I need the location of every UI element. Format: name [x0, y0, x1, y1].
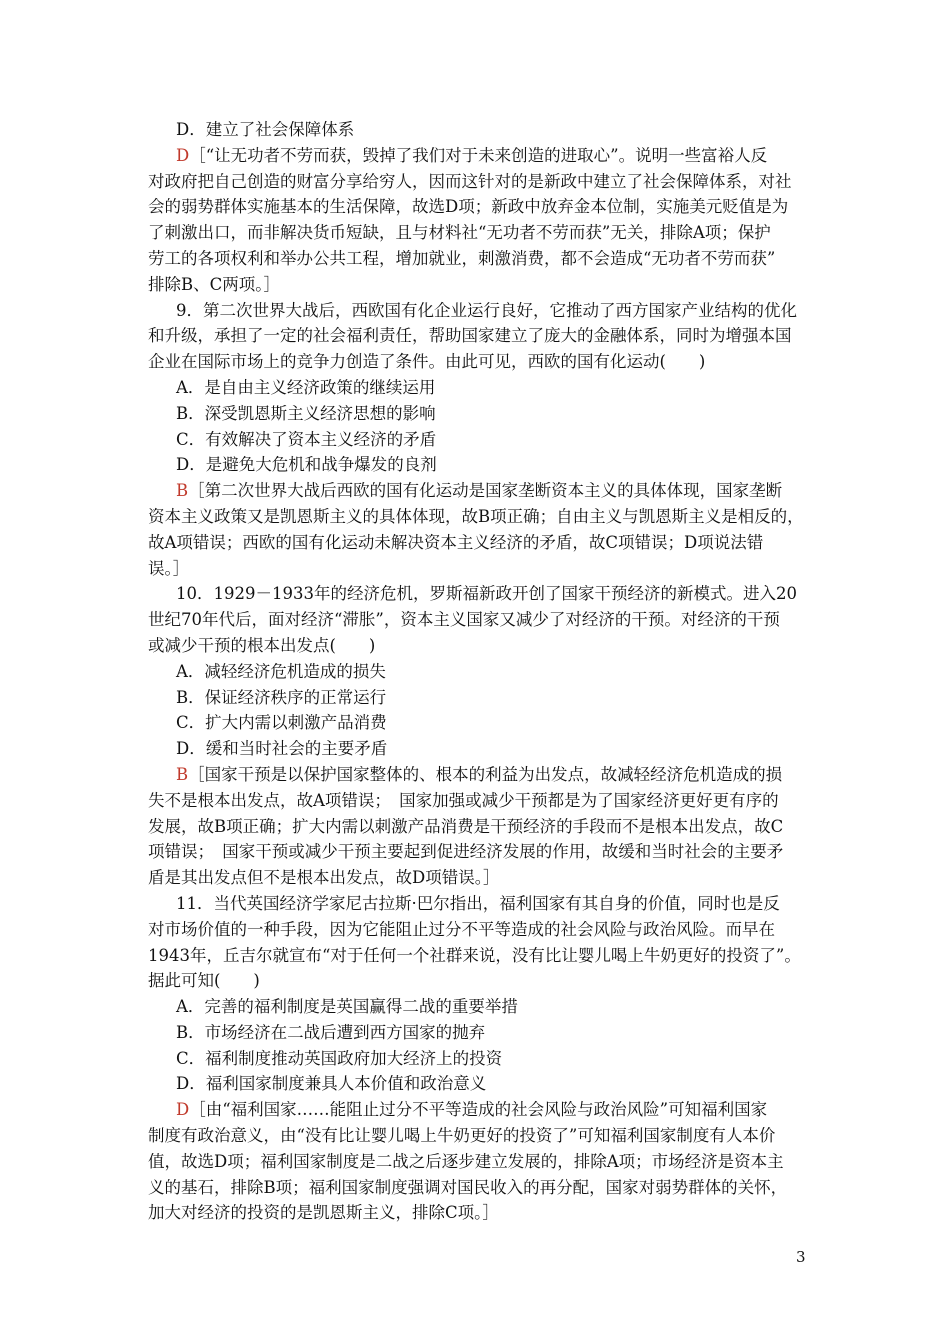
q10-explanation-line: 项错误； 国家干预或减少干预主要起到促进经济发展的作用，故缓和当时社会的主要矛 [148, 842, 784, 862]
q9-explanation-line: 资本主义政策又是凯恩斯主义的具体体现，故B项正确；自由主义与凯恩斯主义是相反的， [148, 506, 804, 526]
q9-option-d: D．是避免大危机和战争爆发的良剂 [176, 455, 437, 475]
q11-stem-line: 对市场价值的一种手段，因为它能阻止过分不平等造成的社会风险与政治风险。而早在 [148, 919, 775, 939]
q11-explanation-line: 制度有政治意义，由“没有比让婴儿喝上牛奶更好的投资了”可知福利国家制度有人本价 [148, 1126, 776, 1146]
q8-explanation-line [148, 143, 820, 169]
q10-explanation-line: 盾是其出发点但不是根本出发点，故D项错误。］ [148, 868, 500, 888]
q10-option-a: A．减轻经济危机造成的损失 [176, 661, 386, 681]
q11-explanation-line: 义的基石，排除B项；福利国家制度强调对国民收入的再分配，国家对弱势群体的关怀， [148, 1177, 788, 1197]
q10-stem-line: 世纪70年代后，面对经济“滞胀”，资本主义国家又减少了对经济的干预。对经济的干预 [148, 610, 780, 630]
q9-option-a: A．是自由主义经济政策的继续运用 [176, 377, 436, 397]
q9-explanation-line [148, 478, 820, 504]
q11-explanation-line: 值，故选D项；福利国家制度是二战之后逐步建立发展的，排除A项；市场经济是资本主 [148, 1151, 784, 1171]
q8-explanation-line: 会的弱势群体实施基本的生活保障，故选D项；新政中放弃金本位制，实施美元贬值是为 [148, 197, 789, 217]
q10-option-c: C．扩大内需以刺激产品消费 [176, 713, 387, 733]
q9-option-b: B．深受凯恩斯主义经济思想的影响 [176, 403, 436, 423]
q10-stem-line: 或减少干预的根本出发点( ) [148, 635, 376, 655]
q9-explanation-line: 故A项错误；西欧的国有化运动未解决资本主义经济的矛盾，故C项错误；D项说法错 [148, 532, 764, 552]
q11-explanation-line: 加大对经济的投资的是凯恩斯主义，排除C项。］ [148, 1203, 499, 1223]
q10-stem-line: 10．1929－1933年的经济危机，罗斯福新政开创了国家干预经济的新模式。进入20 [176, 584, 797, 604]
q9-option-c: C．有效解决了资本主义经济的矛盾 [176, 429, 437, 449]
q8-explanation-line: 了刺激出口，而非解决货币短缺，且与材料社“无功者不劳而获”无关，排除A项；保护 [148, 223, 771, 243]
q8-explanation-line: 对政府把自己创造的财富分享给穷人，因而这针对的是新政中建立了社会保障体系，对社 [148, 171, 792, 191]
q11-option-b: B．市场经济在二战后遭到西方国家的抛弃 [176, 1022, 486, 1042]
q9-explanation-line: 误。］ [148, 558, 190, 578]
q11-explanation-text: ［由“福利国家……能阻止过分不平等造成的社会风险与政治风险”可知福利国家 [189, 1100, 768, 1120]
q11-option-c: C．福利制度推动英国政府加大经济上的投资 [176, 1048, 503, 1068]
q8-explanation-line: 劳工的各项权利和举办公共工程，增加就业，刺激消费，都不会造成“无功者不劳而获” [148, 248, 776, 268]
q9-stem-line: 企业在国际市场上的竞争力创造了条件。由此可见，西欧的国有化运动( ) [148, 352, 706, 372]
q10-answer-letter: B [176, 764, 189, 784]
q9-answer-letter: B [176, 481, 189, 501]
q10-explanation-line [148, 762, 820, 788]
q11-explanation-line [148, 1097, 820, 1123]
q11-stem-line: 11．当代英国经济学家尼古拉斯·巴尔指出，福利国家有其自身的价值，同时也是反 [176, 893, 780, 913]
page-number: 3 [796, 1248, 806, 1266]
q11-option-d: D．福利国家制度兼具人本价值和政治意义 [176, 1074, 487, 1094]
q8-option-d: D．建立了社会保障体系 [176, 120, 355, 139]
q8-explanation-text: ［“让无功者不劳而获，毁掉了我们对于未来创造的进取心”。说明一些富裕人反 [189, 145, 768, 165]
q11-answer-letter: D [176, 1100, 190, 1120]
q8-explanation-line: 排除B、C两项。］ [148, 274, 280, 294]
q10-explanation-text: ［国家干预是以保护国家整体的、根本的利益为出发点，故减轻经济危机造成的损 [188, 764, 783, 784]
q10-explanation-line: 失不是根本出发点，故A项错误； 国家加强或减少干预都是为了国家经济更好更有序的 [148, 790, 779, 810]
q11-stem-line: 1943年，丘吉尔就宣布“对于任何一个社群来说，没有比让婴儿喝上牛奶更好的投资了”。 [148, 945, 801, 965]
q10-explanation-line: 发展，故B项正确；扩大内需以刺激产品消费是干预经济的手段而不是根本出发点，故C [148, 816, 784, 836]
q11-stem-line: 据此可知( ) [148, 971, 260, 991]
q10-option-b: B．保证经济秩序的正常运行 [176, 687, 387, 707]
q9-stem-line: 9．第二次世界大战后，西欧国有化企业运行良好，它推动了西方国家产业结构的优化 [176, 300, 797, 320]
q8-answer-letter: D [176, 145, 190, 165]
q10-option-d: D．缓和当时社会的主要矛盾 [176, 739, 388, 759]
q9-stem-line: 和升级，承担了一定的社会福利责任，帮助国家建立了庞大的金融体系，同时为增强本国 [148, 326, 792, 346]
document-page [148, 117, 820, 1226]
q9-explanation-text: ［第二次世界大战后西欧的国有化运动是国家垄断资本主义的具体体现，国家垄断 [188, 481, 783, 501]
q11-option-a: A．完善的福利制度是英国赢得二战的重要举措 [176, 997, 518, 1017]
